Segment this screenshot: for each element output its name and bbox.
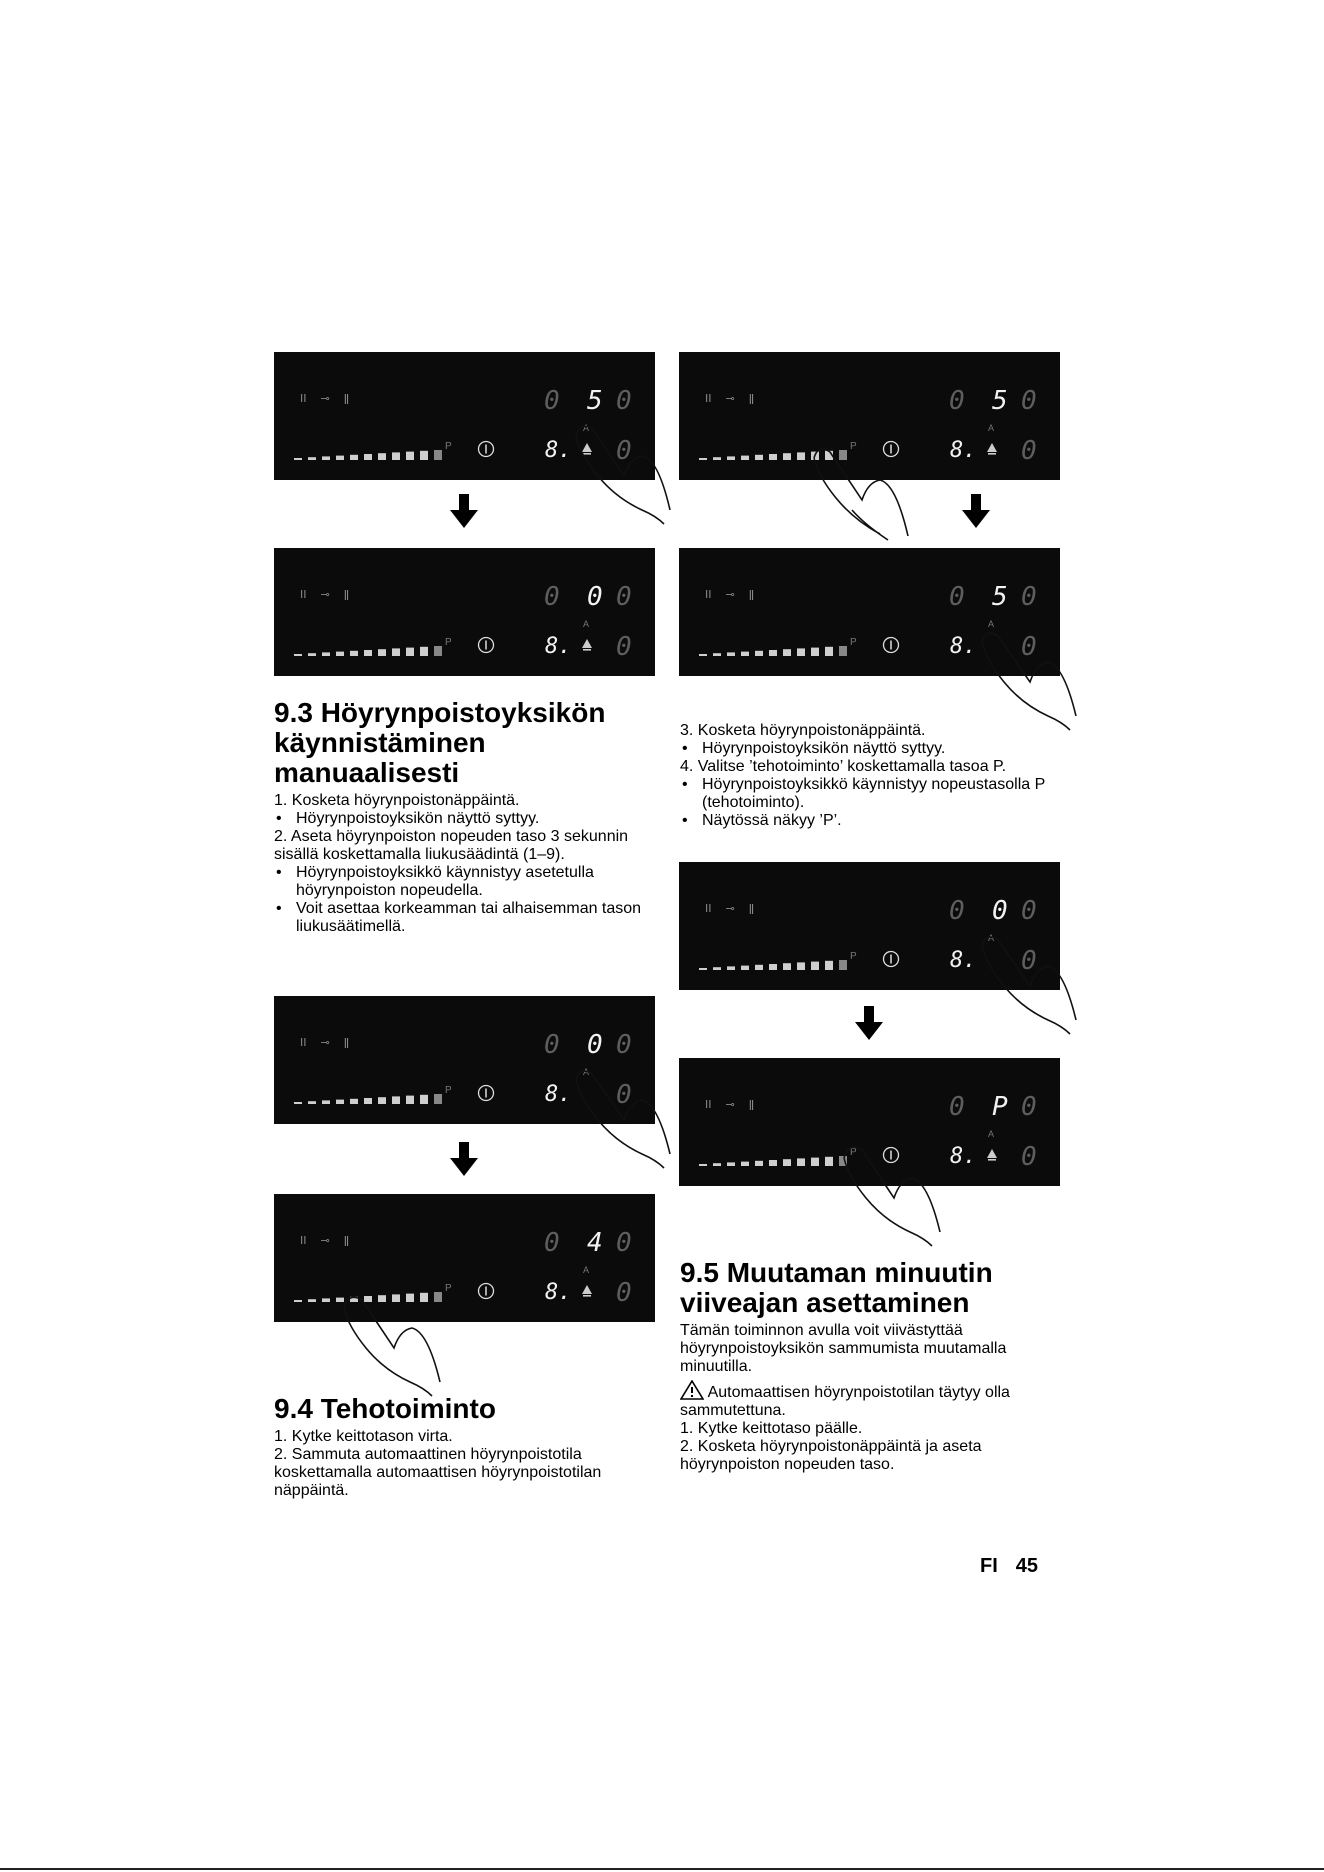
slider-segment xyxy=(294,1102,302,1104)
display-digit-center: 0 xyxy=(587,582,603,612)
slider-segment xyxy=(741,456,749,460)
slider-segment xyxy=(699,458,707,460)
lock-symbol: ⊸ xyxy=(320,1234,330,1247)
slider-segment xyxy=(420,1095,428,1104)
panel-status-symbols xyxy=(705,588,768,601)
display-digit-left: 0 xyxy=(949,1092,965,1122)
step: 4. Valitse ’tehotoiminto’ koskettamalla tasoa P. xyxy=(680,758,1007,775)
lock-symbol: ⊸ xyxy=(725,1098,735,1111)
slider-segment xyxy=(420,451,428,460)
display-digit-left: 0 xyxy=(949,896,965,926)
auto-mode-label: A xyxy=(988,619,995,629)
bottom-rule xyxy=(0,1868,1324,1870)
slider-segment xyxy=(727,456,735,460)
pointing-hand-icon xyxy=(804,440,924,550)
slider-segment xyxy=(350,455,358,460)
panel-status-symbols xyxy=(705,392,768,405)
panel-status-symbols xyxy=(705,1098,768,1111)
hob-display-right: 0 xyxy=(1021,946,1037,976)
warning-triangle-icon xyxy=(680,1380,704,1400)
slider-segment xyxy=(378,1097,386,1104)
display-digit-left: 0 xyxy=(544,386,560,416)
section-9-5-title: 9.5 Muutaman minuutin viiveajan asettaminen xyxy=(680,1257,993,1318)
pause-symbol: II xyxy=(300,588,307,601)
panel-status-symbols xyxy=(300,392,363,405)
slider-segment xyxy=(392,452,400,460)
fan-speed-slider[interactable] xyxy=(699,644,859,656)
section-9-3-title: 9.3 Höyrynpoistoyksikön käynnistäminen manuaalisesti xyxy=(274,697,606,788)
slider-segment xyxy=(392,1096,400,1104)
slider-segment xyxy=(350,1099,358,1104)
slider-segment xyxy=(741,966,749,970)
down-arrow-icon xyxy=(853,1006,885,1040)
panel-status-symbols xyxy=(300,1036,363,1049)
section-9-3 xyxy=(274,698,658,936)
pointing-hand-icon xyxy=(974,928,1094,1038)
display-digit-center: 4 xyxy=(587,1228,603,1258)
auto-mode-label: A xyxy=(583,619,590,629)
power-icon[interactable] xyxy=(477,636,495,654)
power-level-label[interactable]: P xyxy=(445,1085,452,1096)
display-digit-center: P xyxy=(992,1092,1008,1122)
control-panel-2 xyxy=(274,548,655,676)
pointing-hand-icon xyxy=(568,1062,688,1172)
display-digit-center: 5 xyxy=(587,386,603,416)
down-arrow-icon xyxy=(960,494,992,528)
section-9-4-title: 9.4 Tehotoiminto xyxy=(274,1393,496,1424)
slider-segment xyxy=(755,651,763,656)
slider-segment xyxy=(392,648,400,656)
slider-segment xyxy=(713,1163,721,1166)
slider-segment xyxy=(783,649,791,656)
slider-segment xyxy=(713,967,721,970)
power-level-label[interactable]: P xyxy=(445,1283,452,1294)
hob-display-left: 8. xyxy=(545,438,572,463)
step: 2. Sammuta automaattinen höyrynpoistotila koskettamalla automaattisen höyrynpoistotilan näppäintä. xyxy=(274,1446,602,1499)
hood-fan-icon[interactable] xyxy=(580,638,594,652)
slider-segment xyxy=(755,965,763,970)
slider-segment xyxy=(839,646,847,656)
power-icon[interactable] xyxy=(882,636,900,654)
power-level-label[interactable]: P xyxy=(445,637,452,648)
page-number: 45 xyxy=(1015,1555,1039,1577)
slider-segment xyxy=(811,648,819,656)
bullet-item: • Voit asettaa korkeamman tai alhaisemman tason liukusäätimellä. xyxy=(274,900,658,936)
display-digit-left: 0 xyxy=(949,582,965,612)
display-digit-left: 0 xyxy=(949,386,965,416)
display-digit-center: 5 xyxy=(992,386,1008,416)
steam-symbol: ǁ xyxy=(748,902,755,915)
slider-segment xyxy=(769,454,777,460)
hood-fan-icon[interactable] xyxy=(580,1284,594,1298)
display-digit-left: 0 xyxy=(544,1030,560,1060)
fan-speed-slider[interactable] xyxy=(294,448,454,460)
step: 2. Aseta höyrynpoiston nopeuden taso 3 sekunnin sisällä koskettamalla liukusäädintä (1–9). xyxy=(274,828,629,863)
slider-segment xyxy=(322,1298,330,1302)
lock-symbol: ⊸ xyxy=(320,588,330,601)
steam-symbol: ǁ xyxy=(748,588,755,601)
pause-symbol: II xyxy=(705,392,712,405)
hob-display-right: 0 xyxy=(616,1278,632,1308)
slider-segment xyxy=(769,650,777,656)
display-digit-right: 0 xyxy=(616,386,632,416)
slider-segment xyxy=(364,1098,372,1104)
slider-segment xyxy=(294,458,302,460)
fan-speed-slider[interactable] xyxy=(699,958,859,970)
slider-segment xyxy=(336,1100,344,1104)
hob-display-left: 8. xyxy=(950,948,977,973)
display-digit-right: 0 xyxy=(616,582,632,612)
lock-symbol: ⊸ xyxy=(320,392,330,405)
display-digit-right: 0 xyxy=(1021,386,1037,416)
slider-segment xyxy=(783,1159,791,1166)
pointing-hand-icon xyxy=(340,1290,460,1400)
pointing-hand-icon xyxy=(974,624,1094,734)
slider-segment xyxy=(308,653,316,656)
steam-symbol: ǁ xyxy=(343,588,350,601)
slider-segment xyxy=(322,1100,330,1104)
display-digit-center: 5 xyxy=(992,582,1008,612)
display-digit-right: 0 xyxy=(616,1030,632,1060)
slider-segment xyxy=(769,1160,777,1166)
slider-segment xyxy=(825,647,833,656)
slider-segment xyxy=(797,1158,805,1166)
power-icon[interactable] xyxy=(477,1084,495,1102)
steam-symbol: ǁ xyxy=(343,1234,350,1247)
lock-symbol: ⊸ xyxy=(725,588,735,601)
slider-segment xyxy=(336,456,344,460)
steam-symbol: ǁ xyxy=(343,392,350,405)
hob-display-left: 8. xyxy=(545,634,572,659)
pointing-hand-icon xyxy=(568,418,688,528)
bullet-item: • Höyrynpoistoyksikön näyttö syttyy. xyxy=(680,740,1064,758)
hob-display-left: 8. xyxy=(545,1280,572,1305)
hob-display-right: 0 xyxy=(1021,632,1037,662)
bullet-item: • Höyrynpoistoyksikkö käynnistyy nopeustasolla P (tehotoiminto). xyxy=(680,776,1064,812)
slider-segment xyxy=(322,456,330,460)
down-arrow-icon xyxy=(448,1142,480,1176)
panel-status-symbols xyxy=(300,1234,363,1247)
slider-segment xyxy=(755,455,763,460)
power-level-label[interactable]: P xyxy=(850,441,857,452)
hob-display-right: 0 xyxy=(1021,1142,1037,1172)
control-panel-4 xyxy=(274,1194,655,1322)
slider-segment xyxy=(378,649,386,656)
slider-segment xyxy=(406,452,414,460)
pause-symbol: II xyxy=(300,392,307,405)
display-digit-right: 0 xyxy=(1021,582,1037,612)
hob-display-right: 0 xyxy=(616,436,632,466)
fan-speed-slider[interactable] xyxy=(699,1154,859,1166)
power-icon[interactable] xyxy=(477,1282,495,1300)
hob-display-left: 8. xyxy=(950,634,977,659)
power-level-label[interactable]: P xyxy=(850,637,857,648)
lock-symbol: ⊸ xyxy=(320,1036,330,1049)
slider-segment xyxy=(713,457,721,460)
lock-symbol: ⊸ xyxy=(725,392,735,405)
auto-mode-label: A xyxy=(583,1265,590,1275)
power-level-label[interactable]: P xyxy=(850,1147,857,1158)
fan-speed-slider[interactable] xyxy=(294,644,454,656)
steam-symbol: ǁ xyxy=(748,1098,755,1111)
power-level-label[interactable]: P xyxy=(850,951,857,962)
warning-note xyxy=(680,1380,1064,1420)
step: 1. Kytke keittotason virta. xyxy=(274,1428,453,1445)
slider-segment xyxy=(294,654,302,656)
fan-speed-slider[interactable] xyxy=(294,1092,454,1104)
section-9-4-continued xyxy=(680,722,1064,830)
step: 2. Kosketa höyrynpoistonäppäintä ja aseta höyrynpoiston nopeuden taso. xyxy=(680,1438,982,1473)
hood-fan-icon[interactable] xyxy=(985,1148,999,1162)
power-icon[interactable] xyxy=(477,440,495,458)
auto-mode-label: A xyxy=(988,933,995,943)
step: 1. Kytke keittotaso päälle. xyxy=(680,1420,863,1437)
steam-symbol: ǁ xyxy=(748,392,755,405)
slider-segment xyxy=(434,646,442,656)
pause-symbol: II xyxy=(705,588,712,601)
slider-segment xyxy=(699,1164,707,1166)
hob-display-right: 0 xyxy=(616,632,632,662)
slider-segment xyxy=(741,652,749,656)
power-level-label[interactable]: P xyxy=(445,441,452,452)
pause-symbol: II xyxy=(300,1036,307,1049)
hob-display-left: 8. xyxy=(950,438,977,463)
slider-segment xyxy=(699,654,707,656)
display-digit-right: 0 xyxy=(1021,1092,1037,1122)
display-digit-right: 0 xyxy=(1021,896,1037,926)
slider-segment xyxy=(825,1157,833,1166)
lock-symbol: ⊸ xyxy=(725,902,735,915)
slider-segment xyxy=(727,652,735,656)
power-icon[interactable] xyxy=(882,950,900,968)
bullet-item: • Höyrynpoistoyksikön näyttö syttyy. xyxy=(274,810,658,828)
slider-segment xyxy=(727,966,735,970)
display-digit-left: 0 xyxy=(544,1228,560,1258)
slider-segment xyxy=(308,1299,316,1302)
hob-display-left: 8. xyxy=(950,1144,977,1169)
slider-segment xyxy=(825,961,833,970)
slider-segment xyxy=(434,450,442,460)
section-9-5 xyxy=(680,1258,1064,1474)
slider-segment xyxy=(434,1094,442,1104)
slider-segment xyxy=(797,962,805,970)
slider-segment xyxy=(783,453,791,460)
display-digit-center: 0 xyxy=(587,1030,603,1060)
slider-segment xyxy=(839,960,847,970)
auto-mode-label: A xyxy=(988,423,995,433)
panel-status-symbols xyxy=(300,588,363,601)
pause-symbol: II xyxy=(300,1234,307,1247)
hood-fan-icon[interactable] xyxy=(985,442,999,456)
hob-display-right: 0 xyxy=(1021,436,1037,466)
hob-display-right: 0 xyxy=(616,1080,632,1110)
warning-text: Automaattisen höyrynpoistotilan täytyy olla sammutettuna. xyxy=(680,1384,1010,1419)
slider-segment xyxy=(406,1096,414,1104)
auto-mode-label: A xyxy=(583,1067,590,1077)
bullet-item: • Höyrynpoistoyksikkö käynnistyy asetetulla höyrynpoiston nopeudella. xyxy=(274,864,658,900)
language-code: FI xyxy=(980,1555,998,1577)
slider-segment xyxy=(364,650,372,656)
step: 3. Kosketa höyrynpoistonäppäintä. xyxy=(680,722,926,739)
slider-segment xyxy=(322,652,330,656)
slider-segment xyxy=(308,457,316,460)
slider-segment xyxy=(741,1162,749,1166)
pointing-hand-icon xyxy=(840,1140,960,1250)
slider-segment xyxy=(783,963,791,970)
slider-segment xyxy=(308,1101,316,1104)
hob-display-left: 8. xyxy=(545,1082,572,1107)
slider-segment xyxy=(406,648,414,656)
slider-segment xyxy=(811,962,819,970)
display-digit-center: 0 xyxy=(992,896,1008,926)
auto-mode-label: A xyxy=(583,423,590,433)
step: 1. Kosketa höyrynpoistonäppäintä. xyxy=(274,792,520,809)
steam-symbol: ǁ xyxy=(343,1036,350,1049)
slider-segment xyxy=(797,648,805,656)
slider-segment xyxy=(769,964,777,970)
display-digit-right: 0 xyxy=(616,1228,632,1258)
slider-segment xyxy=(727,1162,735,1166)
slider-segment xyxy=(755,1161,763,1166)
pause-symbol: II xyxy=(705,902,712,915)
slider-segment xyxy=(364,454,372,460)
down-arrow-icon xyxy=(448,494,480,528)
section-9-4 xyxy=(274,1394,658,1500)
slider-segment xyxy=(350,651,358,656)
page-footer xyxy=(980,1555,1038,1578)
panel-status-symbols xyxy=(705,902,768,915)
slider-segment xyxy=(713,653,721,656)
slider-segment xyxy=(699,968,707,970)
slider-segment xyxy=(811,1158,819,1166)
slider-segment xyxy=(336,652,344,656)
slider-segment xyxy=(378,453,386,460)
auto-mode-label: A xyxy=(988,1129,995,1139)
display-digit-left: 0 xyxy=(544,582,560,612)
slider-segment xyxy=(294,1300,302,1302)
pause-symbol: II xyxy=(705,1098,712,1111)
bullet-item: • Näytössä näkyy ’P’. xyxy=(680,812,1064,830)
intro-text: Tämän toiminnon avulla voit viivästyttää höyrynpoistoyksikön sammumista muutamalla minuutilla. xyxy=(680,1322,1007,1375)
slider-segment xyxy=(420,647,428,656)
